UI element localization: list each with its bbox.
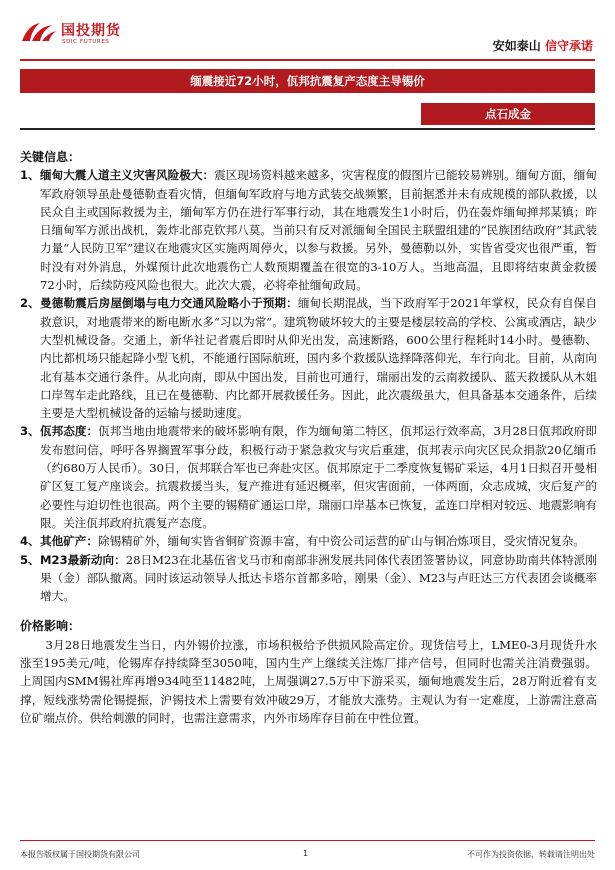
logo-mark-icon <box>20 19 58 47</box>
page-header <box>0 0 615 64</box>
footer-disclaimer: 不可作为投资依据，转载请注明出处 <box>467 850 595 859</box>
item-heading: 其他矿产： <box>40 534 98 549</box>
item-number: 5、 <box>20 552 40 567</box>
item-heading: 缅甸大震人道主义灾害风险极大： <box>40 168 215 183</box>
report-title: 缅震接近72小时，佤邦抗震复产态度主导锡价 <box>20 69 595 93</box>
company-logo <box>20 17 150 57</box>
report-tag: 点石成金 <box>421 103 595 125</box>
item-number: 4、 <box>20 534 40 549</box>
item-text: 28日M23在北基伍省戈马市和南部非洲发展共同体代表团签署协议，同意协助南共体特派刚果（金）部队撤离。同时该运动领导人抵达卡塔尔首都多哈，刚果（金）、M23与卢旺达三方代表团会谈概率增大。 <box>40 552 597 604</box>
slogan-part-b: 信守承诺 <box>544 39 593 53</box>
item-text: 缅甸长期混战，当下政府军于2021年掌权，民众有自保自救意识，对地震带来的断电断水多“习以为常”。建筑物破坏较大的主要是楼层较高的学校、公寓或酒店，缺少大型机械设备。交通上，新华社记者震后即时从仰光出发，高速断路，600公里行程耗时14小时。曼德勒、内比都机场只能起降小型飞机，不能通行国际航班，国内多个救援队选择降落仰光，车行向北。目前，从南向北有基本交通行条件。从北向南，即从中国出发，目前也可通行，瑞丽出发的云南救援队、蓝天救援队从木姐口岸驾车走此路线，且已在曼德勒、内比都开展救援任务。因此，此次震级虽大，但具备基本交通条件，后续主要是大型机械设备的运输与援助速度。 <box>40 296 597 421</box>
price-impact-paragraph: 3月28日地震发生当日，内外锡价拉涨，市场积极给予供损风险高定价。现货信号上，LME0-3月现货升水涨至195美元/吨，伦锡库存持续降至3050吨，国内生产上继续关注炼厂排产信号，但同时也需关注消费强弱。上周国内SMM锡社库再增934吨至11482吨，上周强调27.5万中下游采买，缅甸地震发生后，28万附近着有支撑，短线涨势需伦锡提振，沪锡技术上需要有效冲破29万，才能放大涨势。主观认为有一定难度，上游需注意高位矿端点价。供给刺激的同时，也需注意需求，内外市场库存目前在中性位置。 <box>20 637 597 725</box>
item-heading: M23最新动向： <box>40 552 126 567</box>
key-info-item <box>20 294 597 422</box>
item-text: 佤邦当地由地震带来的破坏影响有限，作为缅甸第二特区，佤邦运行效率高，3月28日佤邦政府即发布慰问信，呼吁各界搁置军事分歧，积极行动于紧急救灾与灾后重建，佤邦表示向灾区民众捐款20亿缅币（约680万人民币）。30日，佤邦联合军也已奔赴灾区。佤邦原定于二季度恢复锡矿采运，4月1日拟召开曼相矿区复工复产座谈会。抗震救援当头，复产推进有延迟概率，但灾害面前，一体两面，众志成城，灾后复产的必要性与迫切性也很高。两个主要的锡精矿通运口岸，瑞丽口岸基本已恢复，孟连口岸相对较远、地震影响有限。关注佤邦政府抗震复产态度。 <box>40 424 597 530</box>
section-gap <box>20 605 597 617</box>
key-info-item <box>20 166 597 294</box>
item-text: 震区现场资料越来越多，灾害程度的假图片已能较易辨别。缅甸方面，缅甸军政府领导虽赴曼德勒查看灾情，但缅甸军政府与地方武装交战频繁，目前据悉并未有成规模的部队救援，以民众自主或国际救援为主，缅甸军方仍在进行军事行动，其在地震发生1小时后，仍在轰炸缅甸掸邦某镇；昨日缅甸军方派出战机，轰炸北部克钦邦八莫。当前只有反对派缅甸全国民主联盟组建的“民族团结政府”其武装力量“人民防卫军”建议在地震灾区实施两周停火，以参与救援。另外，曼德勒以外，实皆省受灾也很严重，暂时没有对外消息，外媒预计此次地震伤亡人数预期覆盖在很宽的3-10万人。当地高温，且即将结束黄金救援72小时，后续防疫风险也很大。此次大震，必将牵扯缅甸政局。 <box>40 168 597 293</box>
key-info-item <box>20 422 597 532</box>
key-info-item <box>20 551 597 606</box>
item-heading: 佤邦态度： <box>40 424 99 439</box>
price-impact-heading: 价格影响： <box>20 619 81 634</box>
logo-english-name: SDIC FUTURES <box>62 39 110 45</box>
slogan <box>493 37 593 54</box>
logo-name: 国投期货 <box>61 23 121 39</box>
title-divider <box>20 128 595 130</box>
report-body <box>20 148 597 727</box>
item-number: 2、 <box>20 296 40 311</box>
page-number: 1 <box>303 849 309 858</box>
footer-divider <box>20 840 595 841</box>
footer-copyright: 本报告版权属于国投期货有限公司 <box>20 850 140 859</box>
key-info-item <box>20 532 597 550</box>
item-number: 1、 <box>20 168 40 183</box>
key-info-heading: 关键信息： <box>20 150 81 164</box>
item-number: 3、 <box>20 424 40 439</box>
item-text: 除锡精矿外，缅甸实皆省铜矿资源丰富，有中资公司运营的矿山与铜冶炼项目，受灾情况复杂。 <box>97 534 585 549</box>
item-heading: 曼德勒震后房屋倒塌与电力交通风险略小于预期： <box>40 296 298 311</box>
slogan-part-a: 安如泰山 <box>492 39 541 53</box>
header-divider <box>20 59 595 61</box>
